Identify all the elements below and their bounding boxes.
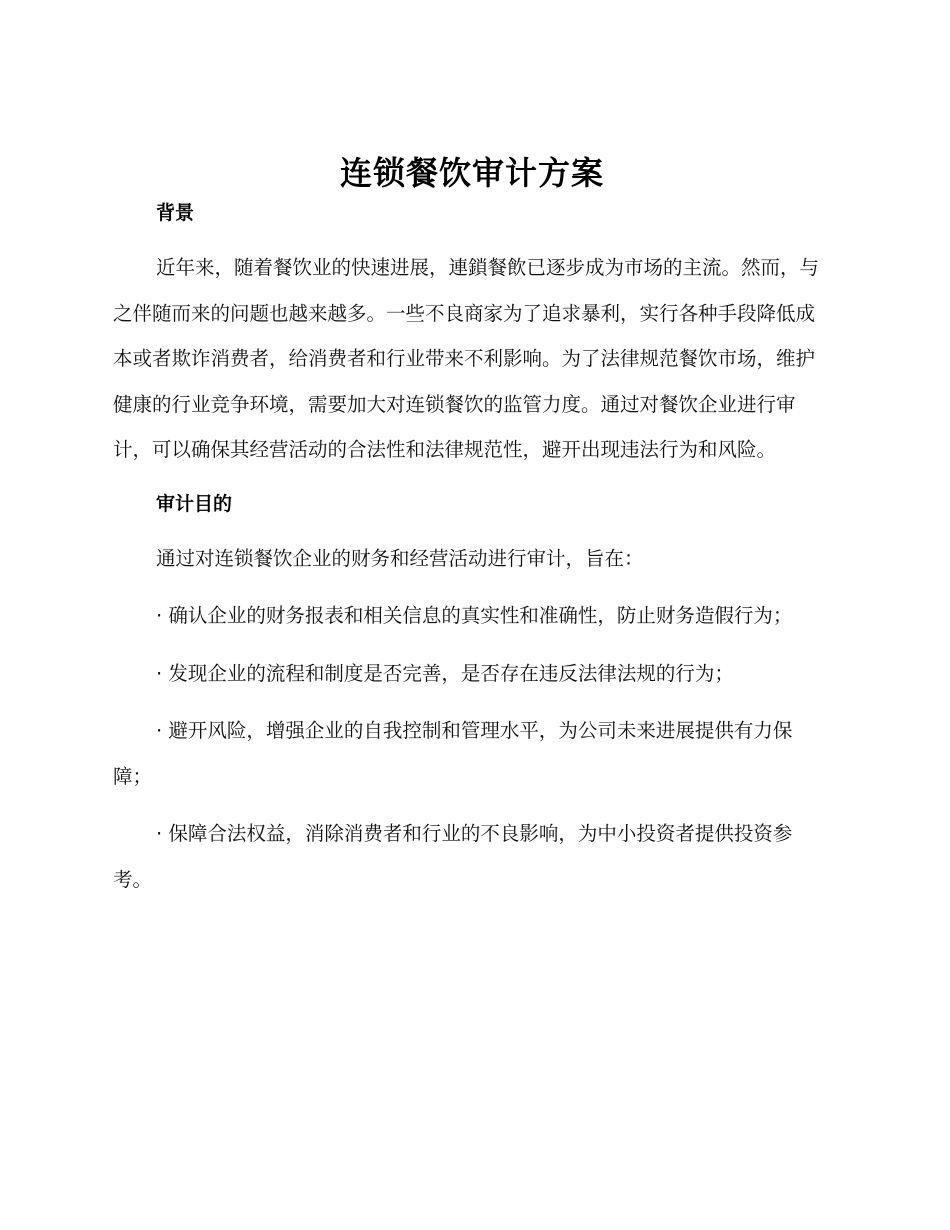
list-item-audit-goal: · 发现企业的流程和制度是否完善，是否存在违反法律法规的行为； [156, 661, 734, 685]
list-item-audit-goal: · 避开风险，增强企业的自我控制和管理水平，为公司未来进展提供有力保障； [113, 719, 793, 788]
section-heading-audit-purpose: 审计目的 [156, 492, 233, 515]
document-body [113, 148, 831, 902]
document-title: 连锁餐饮审计方案 [339, 154, 604, 192]
list-item-audit-goal: · 确认企业的财务报表和相关信息的真实性和准确性，防止财务造假行为； [156, 604, 793, 627]
section-background [113, 198, 831, 473]
paragraph-background: 近年来，随着餐饮业的快速进展，連鎖餐飲已逐步成为市场的主流。然而，与之伴随而来的问题也越来越多。一些不良商家为了追求暴利，实行各种手段降低成本或者欺诈消费者，给消费者和行业带来不利影响。为了法律规范餐饮市场，维护健康的行业竞争环境，需要加大对连锁餐饮的监管力度。通过对餐饮企业进行审计，可以确保其经营活动的合法性和法律规范性，避开出现违法行为和风险。 [113, 256, 820, 461]
section-heading-background: 背景 [156, 202, 195, 224]
section-audit-purpose [113, 489, 831, 903]
paragraph-audit-intro: 通过对连锁餐饮企业的财务和经营活动进行审计，旨在： [156, 546, 644, 570]
list-item-audit-goal: · 保障合法权益，消除消费者和行业的不良影响，为中小投资者提供投资参考。 [113, 822, 793, 891]
